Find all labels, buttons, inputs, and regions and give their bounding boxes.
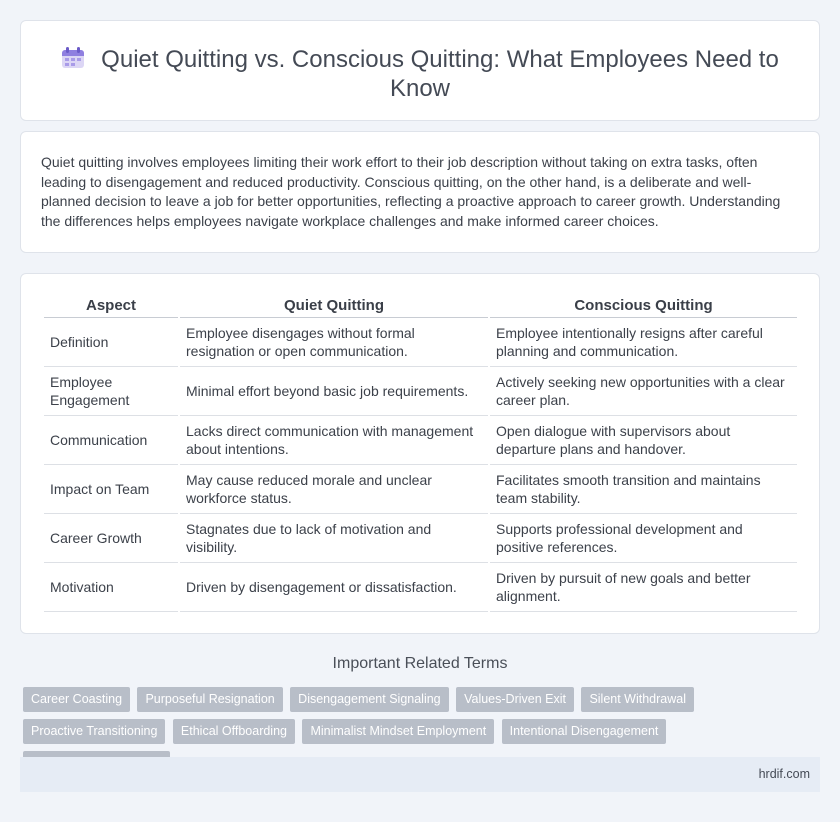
column-header-aspect: Aspect <box>44 296 178 318</box>
cell-quiet-quitting: May cause reduced morale and unclear workforce status. <box>180 465 488 514</box>
cell-aspect: Employee Engagement <box>44 367 178 416</box>
cell-quiet-quitting: Lacks direct communication with management about intentions. <box>180 416 488 465</box>
related-term-tag[interactable]: Intentional Disengagement <box>502 719 667 744</box>
related-term-tag[interactable]: Disengagement Signaling <box>290 687 448 712</box>
table-header-row <box>44 296 797 318</box>
page-title <box>61 45 779 103</box>
related-term-tag[interactable]: Values-Driven Exit <box>456 687 574 712</box>
cell-quiet-quitting: Driven by disengagement or dissatisfaction. <box>180 563 488 612</box>
related-term-tag[interactable]: Proactive Transitioning <box>23 719 165 744</box>
table-row <box>44 563 797 612</box>
related-terms-heading: Important Related Terms <box>332 655 508 672</box>
related-term-tag[interactable]: Minimalist Mindset Employment <box>302 719 494 744</box>
footer-site-link[interactable]: hrdif.com <box>758 767 810 781</box>
cell-aspect: Impact on Team <box>44 465 178 514</box>
cell-aspect: Motivation <box>44 563 178 612</box>
related-term-tag[interactable]: Silent Withdrawal <box>581 687 694 712</box>
comparison-table <box>42 296 799 612</box>
cell-quiet-quitting: Stagnates due to lack of motivation and visibility. <box>180 514 488 563</box>
calendar-icon <box>61 47 85 69</box>
related-term-tag[interactable]: Career Coasting <box>23 687 130 712</box>
table-row <box>44 367 797 416</box>
cell-conscious-quitting: Facilitates smooth transition and maintains team stability. <box>490 465 797 514</box>
cell-aspect: Definition <box>44 318 178 367</box>
page-title-text: Quiet Quitting vs. Conscious Quitting: What Employees Need to Know <box>101 46 779 102</box>
intro-paragraph: Quiet quitting involves employees limiting their work effort to their job description without taking on extra tasks, often leading to disengagement and reduced productivity. Conscious quitting, on the other hand, is a deliberate and well-planned decision to leave a job for better opportunities, reflecting a proactive approach to career growth. Understanding the differences helps employees navigate workplace challenges and make informed career choices. <box>41 154 781 229</box>
cell-conscious-quitting: Employee intentionally resigns after careful planning and communication. <box>490 318 797 367</box>
cell-aspect: Communication <box>44 416 178 465</box>
table-row <box>44 465 797 514</box>
cell-conscious-quitting: Supports professional development and positive references. <box>490 514 797 563</box>
related-term-tag[interactable]: Ethical Offboarding <box>173 719 295 744</box>
table-row <box>44 514 797 563</box>
title-card <box>20 20 820 121</box>
cell-aspect: Career Growth <box>44 514 178 563</box>
related-term-tag[interactable]: Purposeful Resignation <box>137 687 282 712</box>
cell-conscious-quitting: Driven by pursuit of new goals and better alignment. <box>490 563 797 612</box>
cell-conscious-quitting: Open dialogue with supervisors about departure plans and handover. <box>490 416 797 465</box>
table-row <box>44 318 797 367</box>
intro-card <box>20 131 820 253</box>
column-header-conscious-quitting: Conscious Quitting <box>490 296 797 318</box>
column-header-quiet-quitting: Quiet Quitting <box>180 296 488 318</box>
comparison-card <box>20 273 820 634</box>
cell-quiet-quitting: Employee disengages without formal resignation or open communication. <box>180 318 488 367</box>
footer-bar <box>20 757 820 792</box>
table-row <box>44 416 797 465</box>
cell-quiet-quitting: Minimal effort beyond basic job requirements. <box>180 367 488 416</box>
cell-conscious-quitting: Actively seeking new opportunities with a clear career plan. <box>490 367 797 416</box>
